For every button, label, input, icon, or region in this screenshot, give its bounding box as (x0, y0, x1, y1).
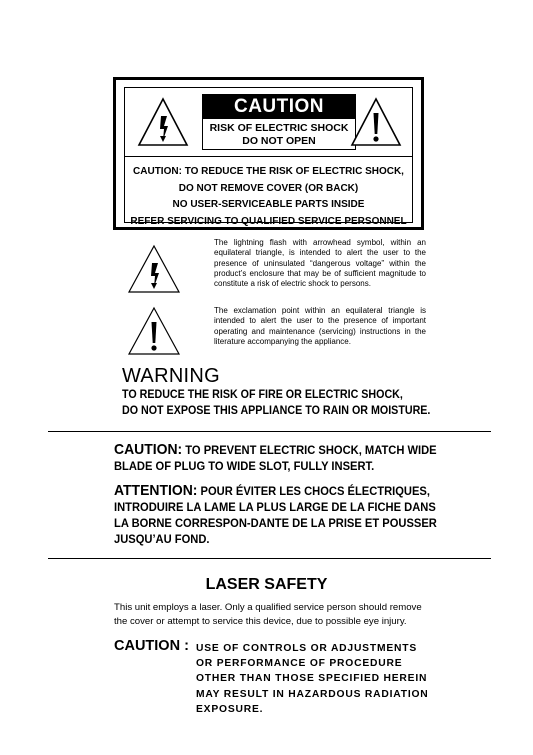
plug-caution-line2: BLADE OF PLUG TO WIDE SLOT, FULLY INSERT. (114, 459, 375, 473)
lightning-symbol-description: The lightning flash with arrowhead symbol, within an equilateral triangle, is intended to alert the user to the presence of uninsulated “dangerous voltage” within the product’s enclosure that may be of sufficient magnitude to constitute a risk of electric shock to persons. (214, 238, 426, 289)
warning-line1: TO REDUCE THE RISK OF FIRE OR ELECTRIC SHOCK, (122, 389, 403, 401)
exclamation-symbol-description: The exclamation point within an equilateral triangle is intended to alert the user to the presence of important operating and maintenance (servicing) instructions in the literature accompanying the appliance. (214, 306, 426, 346)
plug-attention-line4: JUSQU’AU FOND. (114, 532, 210, 546)
exclamation-triangle-icon (350, 96, 402, 148)
laser-caution-text (196, 641, 429, 717)
section-divider (48, 558, 491, 559)
laser-caution-line: OTHER THAN THOSE SPECIFIED HEREIN (196, 673, 428, 685)
caution-subtitle (203, 119, 355, 148)
laser-caution-line: USE OF CONTROLS OR ADJUSTMENTS (196, 643, 417, 654)
caution-divider (125, 156, 412, 157)
plug-attention (114, 483, 505, 547)
lightning-triangle-icon (137, 96, 189, 148)
section-divider (48, 431, 491, 432)
lightning-triangle-icon (127, 243, 181, 300)
caution-subtitle-line2: DO NOT OPEN (242, 135, 316, 147)
exclamation-triangle-icon (127, 305, 181, 362)
caution-subtitle-line1: RISK OF ELECTRIC SHOCK (209, 122, 349, 134)
plug-caution-lead: CAUTION: (114, 441, 183, 458)
laser-safety-title: LASER SAFETY (205, 576, 328, 593)
laser-caution-line: EXPOSURE. (196, 703, 264, 715)
plug-caution (114, 442, 505, 474)
plug-attention-lead: ATTENTION: (114, 482, 198, 499)
caution-title: CAUTION (203, 95, 355, 119)
caution-instructions (125, 164, 412, 230)
warning-text (122, 388, 430, 419)
warning-title: WARNING (122, 365, 221, 387)
plug-caution-line1: TO PREVENT ELECTRIC SHOCK, MATCH WIDE (185, 443, 437, 457)
plug-attention-line2: INTRODUIRE LA LAME LA PLUS LARGE DE LA FICHE DANS (114, 500, 436, 514)
plug-attention-line1: POUR ÉVITER LES CHOCS ÉLECTRIQUES, (200, 484, 430, 498)
caution-line: REFER SERVICING TO QUALIFIED SERVICE PERSONNEL (130, 215, 407, 227)
laser-caution-line: MAY RESULT IN HAZARDOUS RADIATION (196, 688, 429, 700)
caution-line: CAUTION: TO REDUCE THE RISK OF ELECTRIC SHOCK, (133, 166, 404, 177)
caution-title-block (202, 94, 356, 150)
laser-caution-line: OR PERFORMANCE OF PROCEDURE (196, 658, 403, 670)
caution-box (113, 77, 424, 230)
caution-inner-frame (124, 87, 413, 227)
plug-attention-line3: LA BORNE CORRESPON-DANTE DE LA PRISE ET POUSSER (114, 516, 437, 530)
laser-caution-label: CAUTION : (114, 638, 189, 654)
laser-safety-text: This unit employs a laser. Only a qualified service person should remove the cover or attempt to service this device, due to possible eye injury. (114, 602, 422, 627)
warning-line2: DO NOT EXPOSE THIS APPLIANCE TO RAIN OR MOISTURE. (122, 404, 431, 417)
caution-line: NO USER-SERVICEABLE PARTS INSIDE (172, 199, 365, 210)
caution-line: DO NOT REMOVE COVER (OR BACK) (178, 182, 359, 194)
